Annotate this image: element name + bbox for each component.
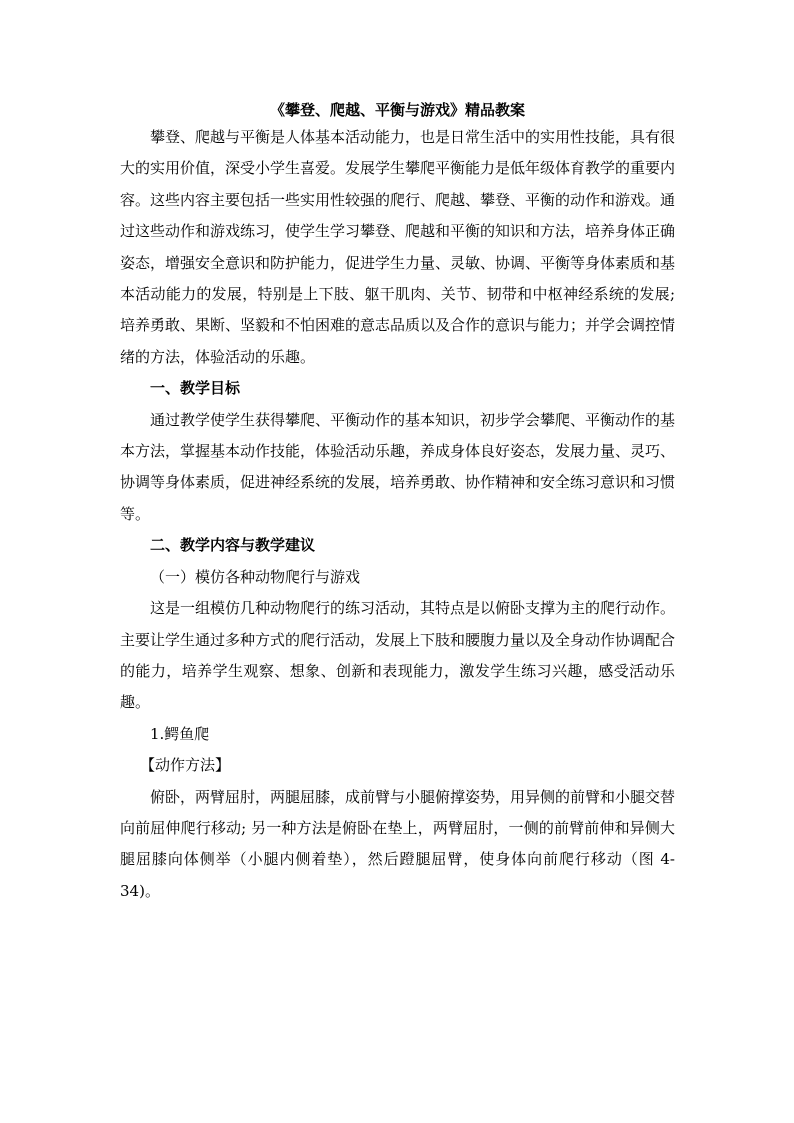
item-heading-crocodile-crawl: 1.鳄鱼爬	[150, 724, 210, 743]
animal-crawl-paragraph: 这是一组模仿几种动物爬行的练习活动，其特点是以俯卧支撑为主的爬行动作。主要让学生通过多种方式的爬行活动，发展上下肢和腰腹力量以及全身动作协调配合的能力，培养学生观察、想象、创新和表现能力，激发学生练习兴趣，感受活动乐趣。	[120, 599, 676, 712]
goals-paragraph: 通过教学使学生获得攀爬、平衡动作的基本知识，初步学会攀爬、平衡动作的基本方法，掌握基本动作技能，体验活动乐趣，养成身体良好姿态，发展力量、灵巧、协调等身体素质，促进神经系统的发展，培养勇敢、协作精神和安全练习意识和习惯等。	[120, 410, 676, 523]
section-heading-goals: 一、教学目标	[150, 379, 241, 398]
subsection-heading-animal-crawl: （一）模仿各种动物爬行与游戏	[150, 567, 361, 586]
method-label: 【动作方法】	[140, 756, 231, 775]
method-paragraph: 俯卧，两臂屈肘，两腿屈膝，成前臂与小腿俯撑姿势，用异侧的前臂和小腿交替向前屈伸爬行移动; 另一种方法是俯卧在垫上，两臂屈肘，一侧的前臂前伸和异侧大腿屈膝向体侧举（小腿内侧着垫），然后蹬腿屈臂，使身体向前爬行移动（图 4-34)。	[120, 787, 676, 900]
section-heading-content: 二、教学内容与教学建议	[150, 536, 316, 555]
document-body	[120, 98, 675, 907]
document-title: 《攀登、爬越、平衡与游戏》精品教案	[269, 101, 525, 119]
intro-paragraph: 攀登、爬越与平衡是人体基本活动能力，也是日常生活中的实用性技能，具有很大的实用价值，深受小学生喜爱。发展学生攀爬平衡能力是低年级体育教学的重要内容。这些内容主要包括一些实用性较强的爬行、爬越、攀登、平衡的动作和游戏。通过这些动作和游戏练习，使学生学习攀登、爬越和平衡的知识和方法，培养身体正确姿态，增强安全意识和防护能力，促进学生力量、灵敏、协调、平衡等身体素质和基本活动能力的发展，特别是上下肢、躯干肌肉、关节、韧带和中枢神经系统的发展; 培养勇敢、果断、坚毅和不怕困难的意志品质以及合作的意识与能力；并学会调控情绪的方法，体验活动的乐趣。	[120, 128, 676, 366]
